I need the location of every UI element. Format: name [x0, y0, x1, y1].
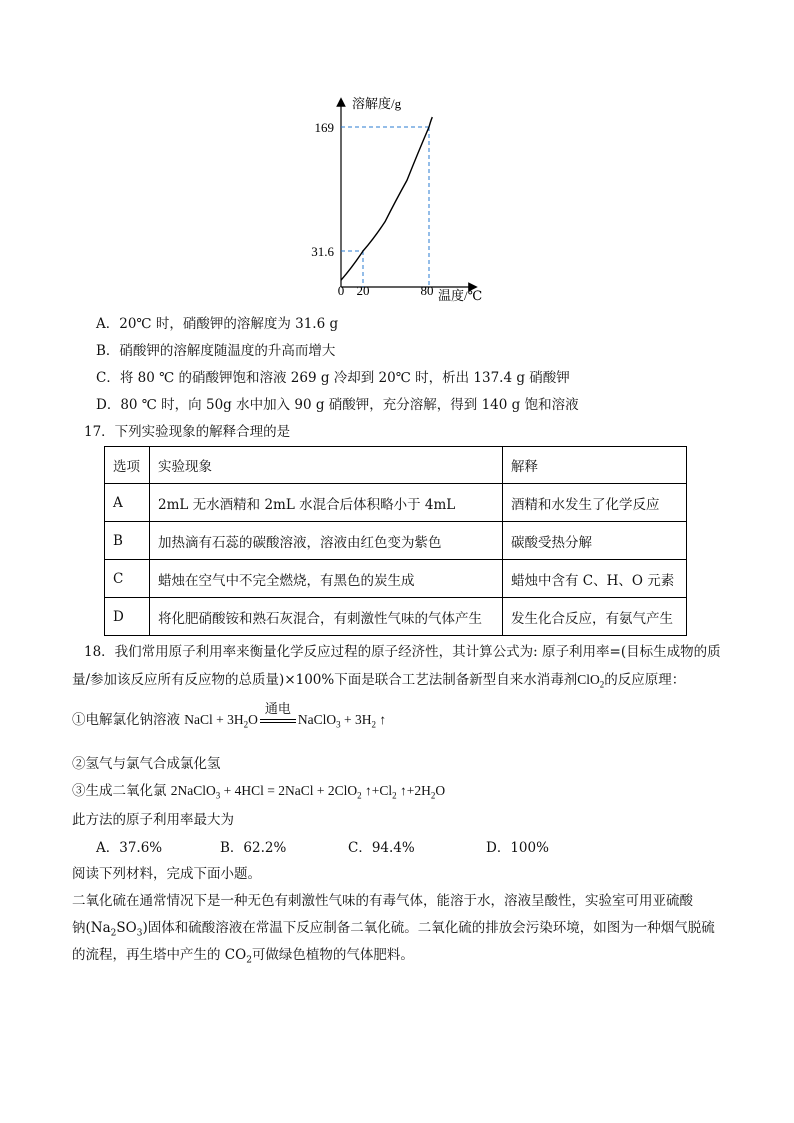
table-cell: C — [105, 560, 150, 598]
table-row — [105, 560, 687, 598]
clo2-formula: ClO$_2$ — [577, 672, 605, 690]
q18-stem-line1: 18．我们常用原子利用率来衡量化学反应过程的原子经济性，其计算公式为: 原子利用率=(目标生成物的质 — [84, 644, 721, 660]
electrolysis-condition — [258, 702, 298, 728]
table-cell: D — [105, 598, 150, 636]
reading-line2-b: SO — [116, 920, 137, 936]
q18-option-c: C．94.4% — [348, 840, 415, 856]
table-cell: 酒精和水发生了化学反应 — [503, 484, 687, 522]
table-cell: 碳酸受热分解 — [503, 522, 687, 560]
table-cell: B — [105, 522, 150, 560]
solubility-chart — [300, 90, 500, 305]
reading-line1: 二氧化硫在通常情况下是一种无色有刺激性气味的有毒气体，能溶于水，溶液呈酸性，实验室可用亚硫酸 — [72, 893, 693, 909]
reading-line2-a: 钠(Na — [72, 920, 111, 936]
q18-step1 — [72, 702, 387, 730]
q18-line2-tail: 的反应原理： — [604, 672, 686, 688]
reading-line2: 钠$(Na_2SO_3)$固体和硫酸溶液在常温下反应制备二氧化硫。二氧化硫的排放会污染环境，如图为一种烟气脱硫 — [72, 920, 715, 939]
step1-equation: NaCl + $3H_2O$ 通电 NaClO$_3$ + $3H_2$ ↑ — [184, 712, 386, 727]
x-tick-0: 0 — [337, 283, 345, 298]
step3-label: ③生成二氧化氯 — [72, 783, 167, 799]
q18-option-a: A．37.6% — [96, 840, 163, 856]
q17-stem: 17．下列实验现象的解释合理的是 — [84, 424, 291, 440]
x-tick-20: 20 — [356, 283, 370, 298]
q16-option-d: D．80 ℃ 时，向 50g 水中加入 90 g 硝酸钾，充分溶解，得到 140 g 饱和溶液 — [96, 397, 579, 413]
q18-option-b: B．62.2% — [220, 840, 287, 856]
table-cell: A — [105, 484, 150, 522]
table-row — [105, 598, 687, 636]
table-row — [105, 522, 687, 560]
q18-option-d: D．100% — [486, 840, 549, 856]
table-cell: 蜡烛在空气中不完全燃烧，有黑色的炭生成 — [150, 560, 503, 598]
table-cell: 加热滴有石蕊的碳酸溶液，溶液由红色变为紫色 — [150, 522, 503, 560]
table-cell: 将化肥硝酸铵和熟石灰混合，有刺激性气味的气体产生 — [150, 598, 503, 636]
table-header-cell: 实验现象 — [150, 447, 503, 484]
q18-line2-text: 量/参加该反应所有反应物的总质量)×100%下面是联合工艺法制备新型自来水消毒剂 — [72, 672, 578, 688]
reading-line3-a: 的流程，再生塔中产生的 CO — [72, 947, 247, 963]
reading-line3: 的流程，再生塔中产生的 $CO_2$可做绿色植物的气体肥料。 — [72, 947, 414, 966]
reading-line3-b: 可做绿色植物的气体肥料。 — [251, 947, 414, 963]
q16-option-b: B．硝酸钾的溶解度随温度的升高而增大 — [96, 343, 336, 359]
q17-table — [104, 446, 687, 636]
y-tick-31-6: 31.6 — [311, 244, 334, 259]
x-axis-label: 温度/℃ — [438, 288, 483, 303]
table-cell: 2mL 无水酒精和 2mL 水混合后体积略小于 4mL — [150, 484, 503, 522]
step1-label: ①电解氯化钠溶液 — [72, 712, 180, 728]
step3-equation: 2NaClO$_3$ + 4HCl = 2NaCl + 2ClO$_2$ $↑+Cl_2$ $↑+2H_2O$ — [170, 783, 446, 801]
q16-option-c: C．将 80 ℃ 的硝酸钾饱和溶液 269 g 冷却到 20℃ 时，析出 137.4 g 硝酸钾 — [96, 370, 570, 386]
q18-step2: ②氢气与氯气合成氯化氢 — [72, 756, 221, 772]
q18-stem-line2 — [72, 668, 685, 690]
q16-option-a: A．20℃ 时，硝酸钾的溶解度为 31.6 g — [96, 316, 339, 332]
reading-intro: 阅读下列材料，完成下面小题。 — [72, 866, 261, 882]
q18-question: 此方法的原子利用率最大为 — [72, 812, 234, 828]
table-header-row — [105, 447, 687, 484]
table-cell: 蜡烛中含有 C、H、O 元素 — [503, 560, 687, 598]
table-cell: 发生化合反应，有氨气产生 — [503, 598, 687, 636]
x-tick-80: 80 — [420, 283, 434, 298]
table-header-cell: 选项 — [105, 447, 150, 484]
condition-text: 通电 — [264, 702, 291, 717]
table-header-cell: 解释 — [503, 447, 687, 484]
table-row — [105, 484, 687, 522]
y-tick-169: 169 — [314, 120, 334, 135]
q18-step3 — [72, 779, 445, 801]
reading-line2-c: )固体和硫酸溶液在常温下反应制备二氧化硫。二氧化硫的排放会污染环境，如图为一种烟气脱硫 — [142, 920, 715, 936]
y-axis-label: 溶解度/g — [352, 96, 402, 111]
solubility-curve — [341, 117, 432, 280]
